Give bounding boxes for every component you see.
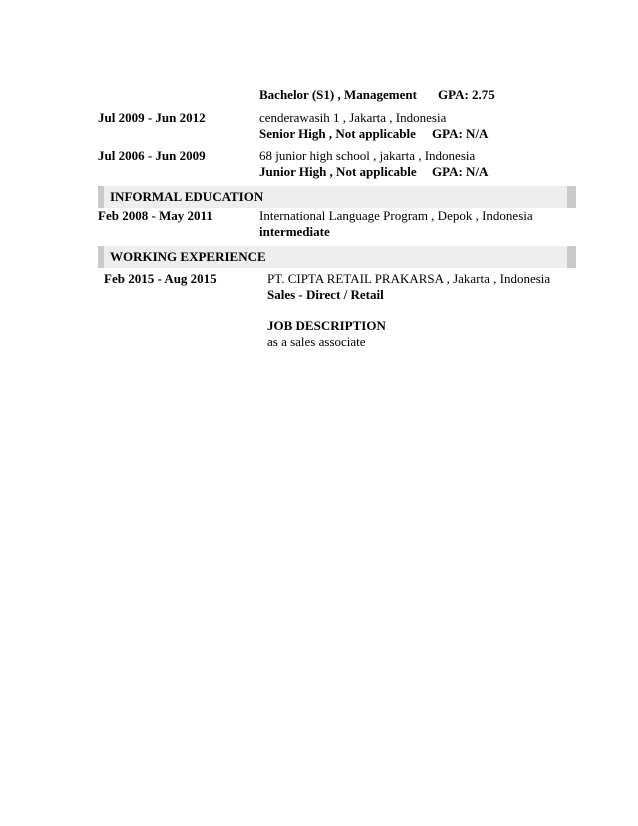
work-company: PT. CIPTA RETAIL PRAKARSA , Jakarta , Indonesia bbox=[267, 271, 551, 286]
gpa-junior-high: GPA: N/A bbox=[432, 164, 489, 179]
work-period: Feb 2015 - Aug 2015 bbox=[104, 271, 217, 286]
gpa-senior-high: GPA: N/A bbox=[432, 126, 489, 141]
job-description-text: as a sales associate bbox=[267, 334, 366, 349]
institution-senior-high: cenderawasih 1 , Jakarta , Indonesia bbox=[259, 110, 447, 125]
informal-level: intermediate bbox=[259, 224, 330, 239]
working-experience-title: WORKING EXPERIENCE bbox=[110, 249, 266, 264]
working-experience-header bbox=[98, 246, 576, 268]
informal-education-title: INFORMAL EDUCATION bbox=[110, 189, 264, 204]
work-position: Sales - Direct / Retail bbox=[267, 287, 384, 302]
degree-senior-high: Senior High , Not applicable bbox=[259, 126, 416, 141]
gpa-bachelor: GPA: 2.75 bbox=[438, 87, 495, 102]
informal-education-header bbox=[98, 186, 576, 208]
informal-program: International Language Program , Depok , Indonesia bbox=[259, 208, 533, 223]
degree-bachelor: Bachelor (S1) , Management bbox=[259, 87, 417, 102]
informal-period: Feb 2008 - May 2011 bbox=[98, 208, 213, 223]
degree-junior-high: Junior High , Not applicable bbox=[259, 164, 417, 179]
institution-junior-high: 68 junior high school , jakarta , Indonesia bbox=[259, 148, 476, 163]
period-senior-high: Jul 2009 - Jun 2012 bbox=[98, 110, 206, 125]
job-description-title: JOB DESCRIPTION bbox=[267, 318, 386, 333]
period-junior-high: Jul 2006 - Jun 2009 bbox=[98, 148, 206, 163]
